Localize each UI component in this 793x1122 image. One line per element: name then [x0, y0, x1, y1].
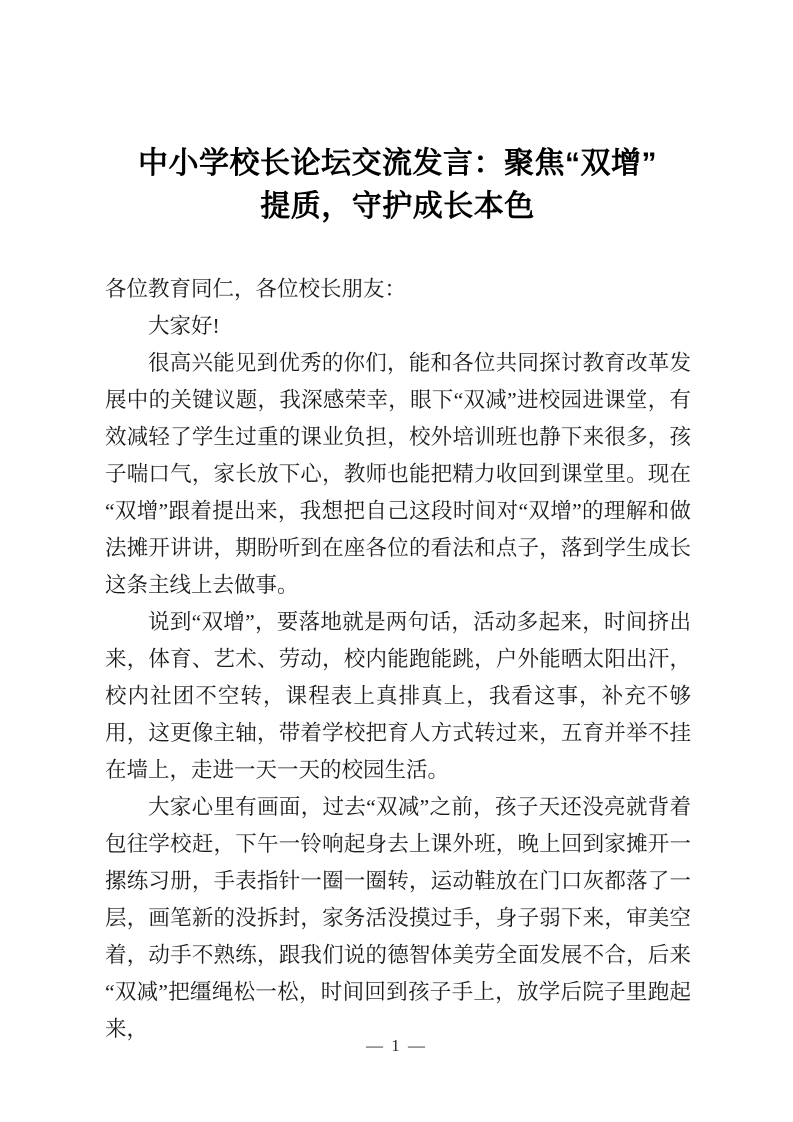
- paragraph-salutation: 各位教育同仁，各位校长朋友：: [105, 277, 407, 301]
- document-body: [105, 271, 691, 1048]
- page-number-footer: — 1 —: [366, 1036, 427, 1055]
- paragraph-body-1: 很高兴能见到优秀的你们，能和各位共同探讨教育改革发展中的关键议题，我深感荣幸，眼下“双减”进校园进课堂，有效减轻了学生过重的课业负担，校外培训班也静下来很多，孩子喘口气，家长放下心，教师也能把精力收回到课堂里。现在“双增”跟着提出来，我想把自己这段时间对“双增”的理解和做法摊开讲讲，期盼听到在座各位的看法和点子，落到学生成长这条主线上去做事。: [105, 351, 691, 597]
- page-title: [105, 142, 690, 228]
- title-line-2: 提质，守护成长本色: [260, 190, 535, 223]
- title-line-1: 中小学校长论坛交流发言：聚焦“双增”: [138, 147, 657, 180]
- paragraph-greeting: 大家好!: [148, 314, 220, 338]
- paragraph-body-3: 大家心里有画面，过去“双减”之前，孩子天还没亮就背着包往学校赶，下午一铃响起身去上课外班，晚上回到家摊开一摞练习册，手表指针一圈一圈转，运动鞋放在门口灰都落了一层，画笔新的没拆封，家务活没摸过手，身子弱下来，审美空着，动手不熟练，跟我们说的德智体美劳全面发展不合，后来“双减”把缰绳松一松，时间回到孩子手上，放学后院子里跑起来，: [105, 795, 691, 1041]
- paragraph-body-2: 说到“双增”，要落地就是两句话，活动多起来，时间挤出来，体育、艺术、劳动，校内能跑能跳，户外能晒太阳出汗，校内社团不空转，课程表上真排真上，我看这事，补充不够用，这更像主轴，带着学校把育人方式转过来，五育并举不挂在墙上，走进一天一天的校园生活。: [105, 610, 691, 782]
